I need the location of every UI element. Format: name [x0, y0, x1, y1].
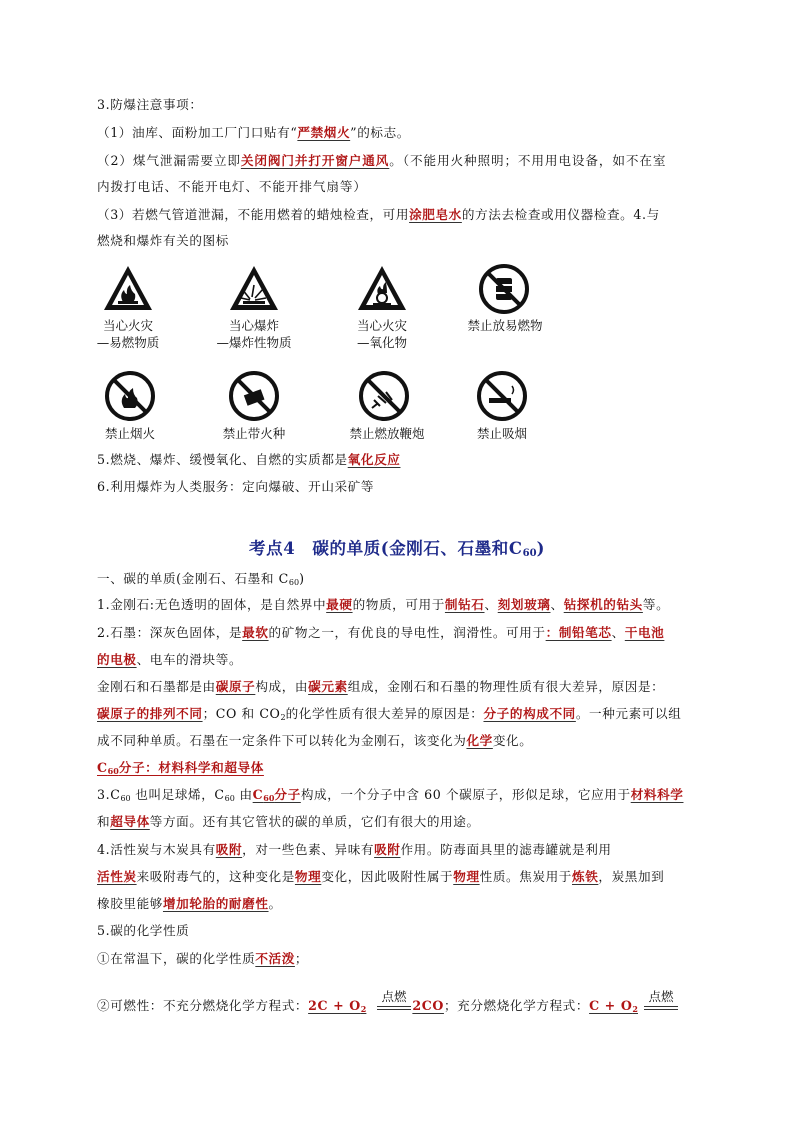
carbon-p6: 5.碳的化学性质: [97, 923, 190, 938]
explosion-warning-icon: [228, 263, 280, 315]
carbon-p2-cont: 的电极、电车的滑块等。: [97, 652, 243, 667]
icon-caption: 禁止烟火: [104, 426, 155, 441]
section3-title: 3.防爆注意事项：: [97, 97, 203, 112]
carbon-p3-cont: 碳原子的排列不同；CO 和 $CO_2$的化学性质有很大差异的原因是：分子的构成不同。一种元素可以组: [97, 706, 682, 722]
no-smoking-icon: [476, 370, 528, 422]
section-header: 考点4 碳的单质(金刚石、石墨和$C_{60}$): [249, 539, 545, 559]
carbon-p4-cont: 和超导体等方面。还有其它管状的碳的单质，它们有很大的用途。: [97, 814, 480, 829]
icon-caption: 当心火灾 —氧化物: [356, 318, 407, 350]
carbon-p5: 4.活性炭与木炭具有吸附，对一些色素、异味有吸附作用。防毒面具里的滤毒罐就是利用: [97, 842, 612, 857]
carbon-p2: 2.石墨：深灰色固体，是最软的矿物之一，有优良的导电性，润滑性。可用于：制铅笔芯、干电池: [97, 625, 665, 640]
fire-warning-icon: [102, 263, 154, 315]
carbon-p3-cont2: 成不同种单质。石墨在一定条件下可以转化为金刚石，该变化为化学变化。: [97, 733, 533, 748]
section3-item2: （2）煤气泄漏需要立即关闭阀门并打开窗户通风。（不能用火种照明；不用用电设备，如不在室: [97, 153, 667, 168]
section3-item2-cont: 内拨打电话、不能开电灯、不能开排气扇等）: [97, 179, 367, 194]
icon-caption: 禁止放易燃物: [467, 318, 543, 333]
carbon-p5-cont2: 橡胶里能够增加轮胎的耐磨性。: [97, 896, 282, 911]
oxidizer-warning-icon: [356, 263, 408, 315]
section3-item1: （1）油库、面粉加工厂门口贴有“严禁烟火”的标志。: [97, 125, 410, 140]
carbon-p1: 1.金刚石:无色透明的固体，是自然界中最硬的物质，可用于制钻石、刻划玻璃、钻探机的钻头等。: [97, 597, 670, 612]
no-fire-source-icon: [228, 370, 280, 422]
c60-title: $C_{60}$分子：材料科学和超导体: [97, 760, 264, 776]
reaction-condition: 点燃: [374, 987, 414, 1010]
carbon-p5-cont: 活性炭来吸附毒气的，这种变化是物理变化，因此吸附性属于物理性质。焦炭用于炼铁，炭黑加到: [97, 869, 665, 884]
carbon-p7: ①在常温下，碳的化学性质不活泼；: [97, 951, 309, 966]
no-open-flame-icon: [104, 370, 156, 422]
carbon-p8: ②可燃性：不充分燃烧化学方程式：$2C + O_2$ 2CO；充分燃烧化学方程式：$C + O_2$: [97, 998, 638, 1014]
carbon-intro: 一、碳的单质(金刚石、石墨和 $C_{60}$): [97, 571, 305, 587]
line5: 5.燃烧、爆炸、缓慢氧化、自燃的实质都是氧化反应: [97, 452, 401, 467]
carbon-p4: $3.C_{60}$ 也叫足球烯，$C_{60}$ 由$C_{60}$分子构成，一个分子中含 60 个碳原子，形似足球，它应用于材料科学: [97, 787, 684, 803]
section3-item3-cont: 燃烧和爆炸有关的图标: [97, 233, 229, 248]
no-flammables-icon: [478, 263, 530, 315]
carbon-p3: 金刚石和石墨都是由碳原子构成，由碳元素组成，金刚石和石墨的物理性质有很大差异，原因是：: [97, 679, 665, 694]
line6: 6.利用爆炸为人类服务：定向爆破、开山采矿等: [97, 479, 375, 494]
icon-caption: 当心爆炸 —爆炸性物质: [216, 318, 292, 350]
section3-item3: （3）若燃气管道泄漏，不能用燃着的蜡烛检查，可用涂肥皂水的方法去检查或用仪器检查。4.与: [97, 207, 660, 222]
icon-caption: 禁止燃放鞭炮: [349, 426, 425, 441]
icon-caption: 禁止吸烟: [476, 426, 527, 441]
icon-caption: 禁止带火种: [222, 426, 286, 441]
reaction-condition: 点燃: [641, 987, 681, 1010]
icon-caption: 当心火灾 —易燃物质: [96, 318, 160, 350]
no-firecrackers-icon: [358, 370, 410, 422]
